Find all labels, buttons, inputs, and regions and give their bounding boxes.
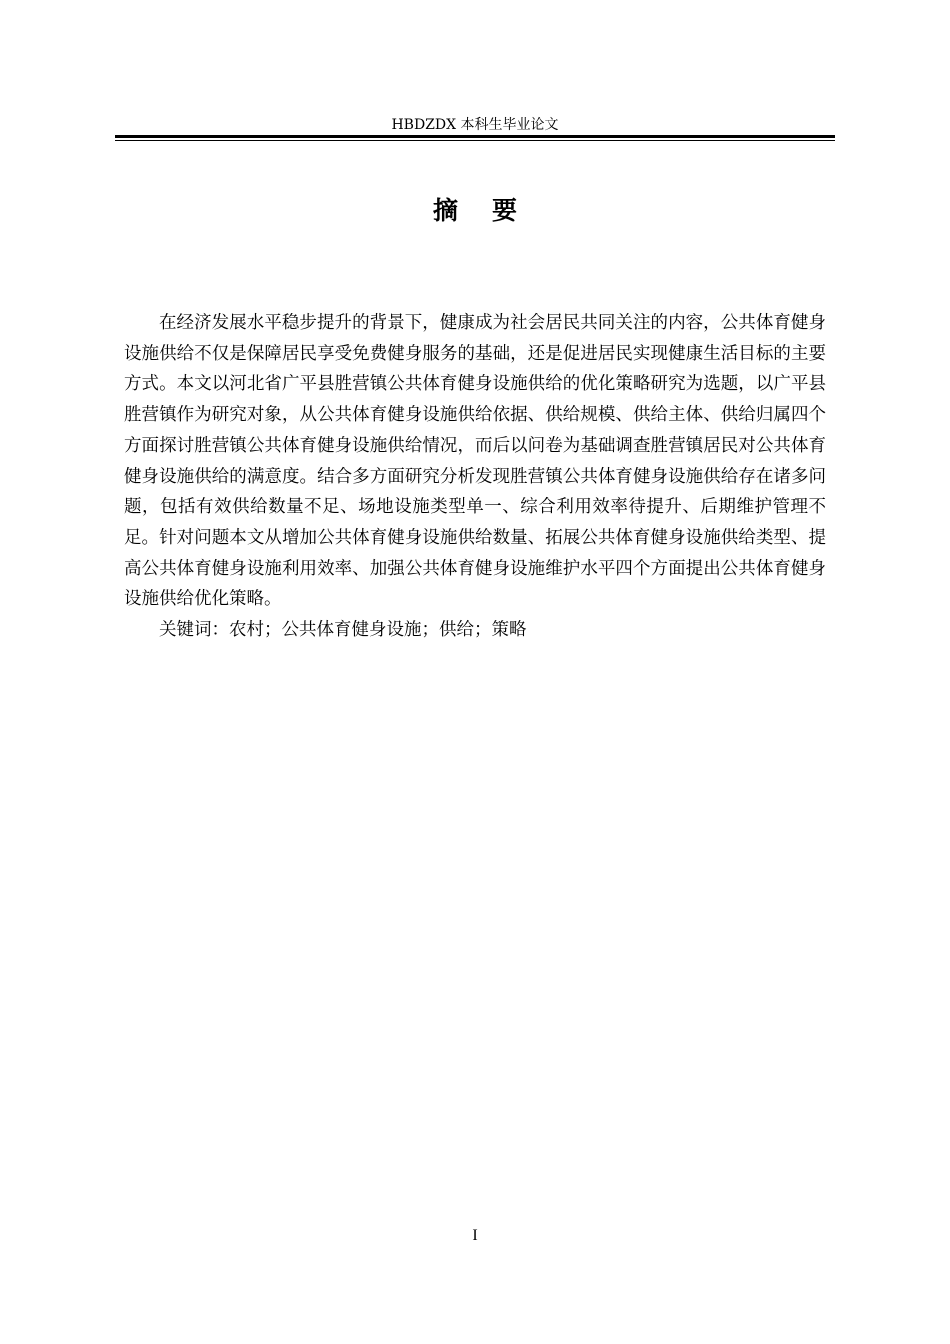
page-number: I xyxy=(472,1227,478,1244)
header-rule-thin xyxy=(115,140,835,141)
abstract-section xyxy=(124,308,826,646)
running-header: HBDZDX 本科生毕业论文 xyxy=(391,117,559,133)
abstract-body: 在经济发展水平稳步提升的背景下，健康成为社会居民共同关注的内容，公共体育健身设施供给不仅是保障居民享受免费健身服务的基础，还是促进居民实现健康生活目标的主要方式。本文以河北省广平县胜营镇公共体育健身设施供给的优化策略研究为选题，以广平县胜营镇作为研究对象，从公共体育健身设施供给依据、供给规模、供给主体、供给归属四个方面探讨胜营镇公共体育健身设施供给情况，而后以问卷为基础调查胜营镇居民对公共体育健身设施供给的满意度。结合多方面研究分析发现胜营镇公共体育健身设施供给存在诸多问题，包括有效供给数量不足、场地设施类型单一、综合利用效率待提升、后期维护管理不足。针对问题本文从增加公共体育健身设施供给数量、拓展公共体育健身设施供给类型、提高公共体育健身设施利用效率、加强公共体育健身设施维护水平四个方面提出公共体育健身设施供给优化策略。 xyxy=(124,313,826,610)
header-rule-thick xyxy=(115,135,835,138)
abstract-title: 摘要 xyxy=(432,196,551,225)
keywords: 关键词：农村；公共体育健身设施；供给；策略 xyxy=(159,620,527,641)
